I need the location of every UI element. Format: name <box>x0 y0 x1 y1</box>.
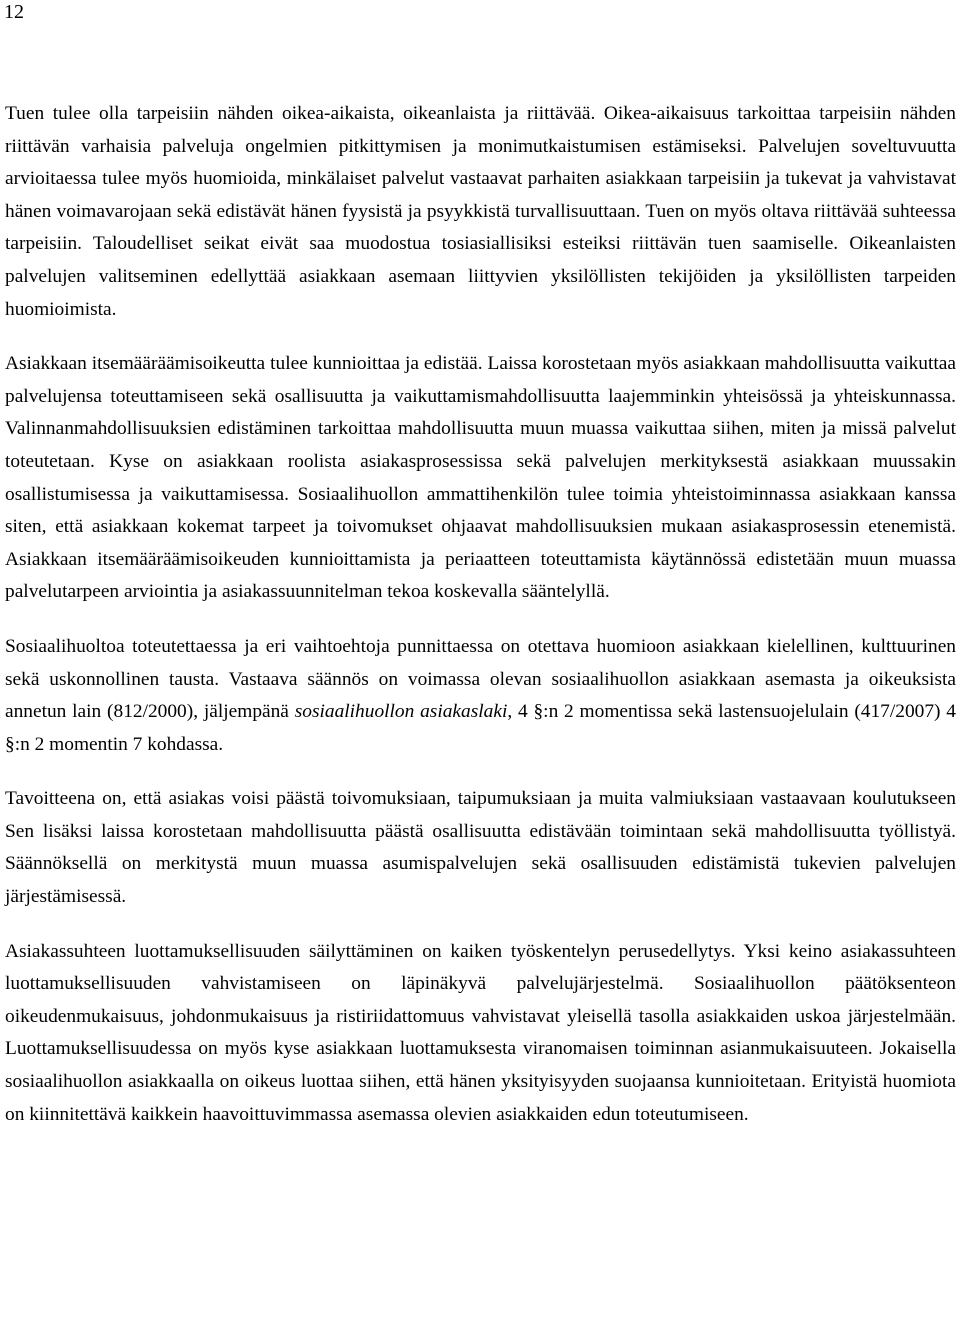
paragraph-text-after: , 4 §:n 2 momentissa sekä lastensuojelulain (417/2007) 4 §:n 2 momentin 7 kohdassa. <box>5 701 956 755</box>
paragraph-self-determination: Asiakkaan itsemääräämisoikeutta tulee kunnioittaa ja edistää. Laissa korostetaan myös asiakkaan mahdollisuutta vaikuttaa palvelujensa toteuttamiseen sekä osallisuutta ja vaikuttamismahdollisuutta laajemminkin yhteisössä ja yhteiskunnassa. Valinnanmahdollisuuksien edistäminen tarkoittaa mahdollisuutta muun muassa vaikuttaa siihen, miten ja missä palvelut toteutetaan. Kyse on asiakkaan roolista asiakasprosessissa sekä palvelujen merkityksestä asiakkaan muussakin osallistumisessa ja vaikuttamisessa. Sosiaalihuollon ammattihenkilön tulee toimia yhteistoiminnassa asiakkaan kanssa siten, että asiakkaan kokemat tarpeet ja toivomukset ohjaavat mahdollisuuksien mukaan asiakasprosessin etenemistä. Asiakkaan itsemääräämisoikeuden kunnioittamista ja periaatteen toteuttamista käytännössä edistetään muun muassa palvelutarpeen arviointia ja asiakassuunnitelman tekoa koskevalla sääntelyllä. <box>5 353 956 603</box>
document-body <box>5 98 956 1153</box>
italic-law-name: sosiaalihuollon asiakaslaki <box>294 701 508 723</box>
paragraph-text-before: Sosiaalihuoltoa toteutettaessa ja eri vaihtoehtoja punnittaessa on otettava huomioon asiakkaan kielellinen, kulttuurinen sekä uskonnollinen tausta. Vastaava säännös on voimassa olevan sosiaalihuollon asiakkaan asemasta ja oikeuksista annetun lain (812/2000), jäljempänä <box>5 635 956 723</box>
paragraph-confidentiality: Asiakassuhteen luottamuksellisuuden säilyttäminen on kaiken työskentelyn perusedellytys. Yksi keino asiakassuhteen luottamuksellisuuden vahvistamiseen on läpinäkyvä palvelujärjestelmä. Sosiaalihuollon päätöksenteon oikeudenmukaisuus, johdonmukaisuus ja ristiriidattomuus vahvistavat yleisellä tasolla asiakkaiden uskoa järjestelmään. Luottamuksellisuudessa on myös kyse asiakkaan luottamuksesta viranomaisen toiminnan asianmukaisuuteen. Jokaisella sosiaalihuollon asiakkaalla on oikeus luottaa siihen, että hänen yksityisyyden suojaansa kunnioitetaan. Erityistä huomiota on kiinnitettävä kaikkein haavoittuvimmassa asemassa olevien asiakkaiden edun toteutumiseen. <box>5 940 956 1125</box>
page-number: 12 <box>4 1 24 23</box>
paragraph-education-goal: Tavoitteena on, että asiakas voisi päästä toivomuksiaan, taipumuksiaan ja muita valmiuksiaan vastaavaan koulutukseen Sen lisäksi laissa korostetaan mahdollisuutta päästä osallisuutta edistävään toimintaan sekä mahdollisuutta työllistyä. Säännöksellä on merkitystä muun muassa asumispalvelujen sekä osallisuuden edistämistä tukevien palvelujen järjestämisessä. <box>5 788 956 908</box>
paragraph-support-timeliness: Tuen tulee olla tarpeisiin nähden oikea-aikaista, oikeanlaista ja riittävää. Oikea-aikaisuus tarkoittaa tarpeisiin nähden riittävän varhaisia palveluja ongelmien pitkittymisen ja monimutkaistumisen estämiseksi. Palvelujen soveltuvuutta arvioitaessa tulee myös huomioida, minkälaiset palvelut vastaavat parhaiten asiakkaan tarpeisiin ja tukevat ja vahvistavat hänen voimavarojaan sekä edistävät hänen fyysistä ja psyykkistä turvallisuuttaan. Tuen on myös oltava riittävää suhteessa tarpeisiin. Taloudelliset seikat eivät saa muodostua tosiasiallisiksi esteiksi riittävän tuen saamiselle. Oikeanlaisten palvelujen valitseminen edellyttää asiakkaan asemaan liittyvien yksilöllisten tekijöiden ja yksilöllisten tarpeiden huomioimista. <box>5 103 956 320</box>
paragraph-cultural-background <box>5 631 956 761</box>
